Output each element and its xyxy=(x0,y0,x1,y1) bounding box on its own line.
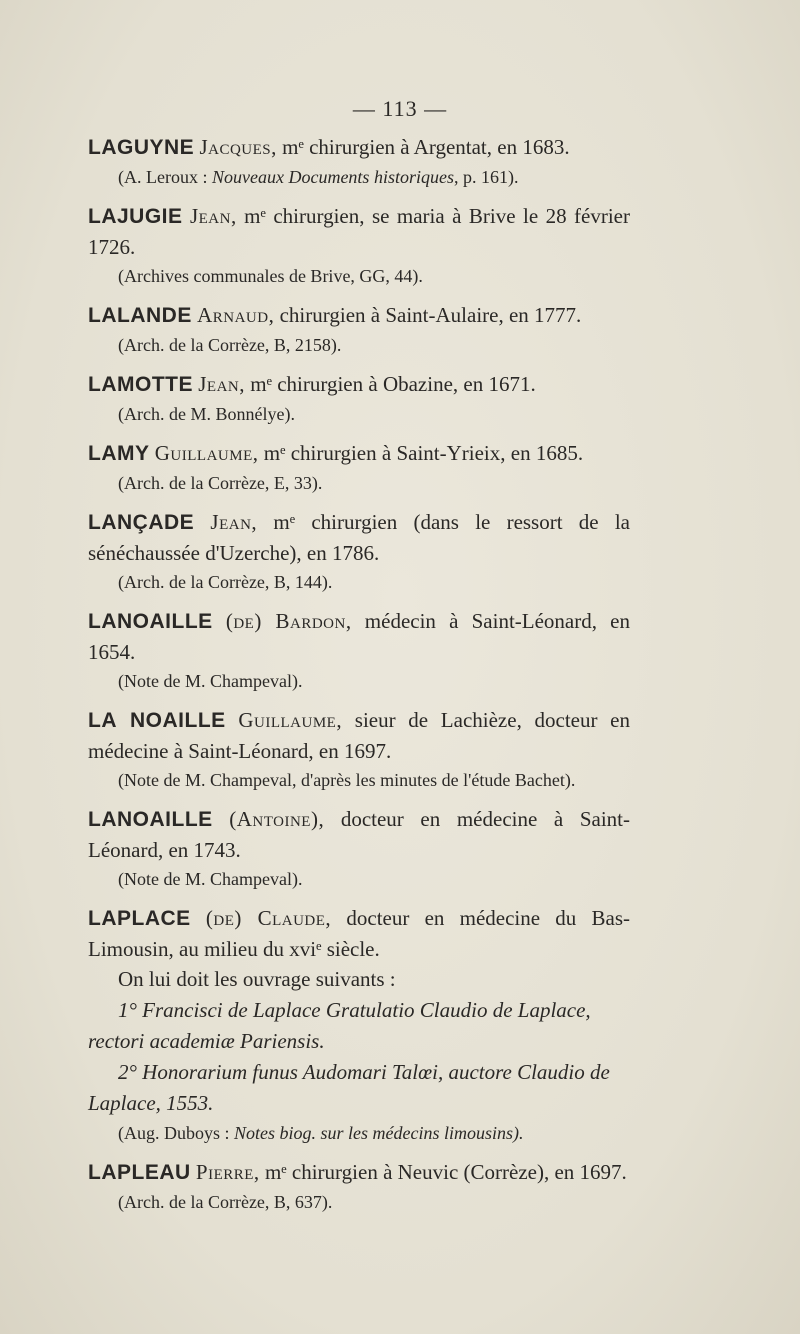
entry-text: docteur en médecine du Bas-Limousin, au milieu du xviᵉ siècle. xyxy=(88,906,630,961)
entry-first-name: Jacques, xyxy=(199,135,277,159)
entry-name: LANOAILLE xyxy=(88,808,213,831)
entry-lajugie xyxy=(88,201,630,290)
entry-lamy xyxy=(88,438,630,497)
entry-first-name: Arnaud, xyxy=(197,303,275,327)
entry-source: (Note de M. Champeval). xyxy=(118,869,303,889)
entries-body xyxy=(88,132,630,1226)
entry-name: LAPLACE xyxy=(88,907,191,930)
entry-text: médecin à Saint-Léonard, en 1654. xyxy=(88,609,630,664)
entry-name: LA NOAILLE xyxy=(88,709,226,732)
entry-la-noaille xyxy=(88,705,630,794)
entry-first-name: (de) Bardon, xyxy=(225,609,352,633)
entry-name: LAMOTTE xyxy=(88,373,193,396)
entry-source: (Arch. de M. Bonnélye). xyxy=(118,404,295,424)
entry-laguyne xyxy=(88,132,630,191)
page-number: — 113 — xyxy=(352,96,448,121)
entry-lanoaille-bardon xyxy=(88,606,630,695)
laplace-intro: On lui doit les ouvrage suivants : xyxy=(118,967,396,991)
entry-source: (Arch. de la Corrèze, B, 637). xyxy=(118,1192,333,1212)
entry-name: LAPLEAU xyxy=(88,1161,191,1184)
entry-first-name: Pierre, xyxy=(195,1160,260,1184)
entry-text: mᵉ chirurgien à Neuvic (Corrèze), en 1697. xyxy=(259,1160,627,1184)
entry-text: mᵉ chirurgien à Saint-Yrieix, en 1685. xyxy=(258,441,584,465)
entry-first-name: (Antoine), xyxy=(229,807,325,831)
entry-lanoaille-antoine xyxy=(88,804,630,893)
entry-text: sieur de Lachièze, docteur en médecine à Saint-Léonard, en 1697. xyxy=(88,708,631,763)
entry-lamotte xyxy=(88,369,630,428)
entry-first-name: Guillaume, xyxy=(154,441,259,465)
entry-name: LALANDE xyxy=(88,304,192,327)
entry-text: mᵉ chirurgien (dans le ressort de la sénéchaussée d'Uzerche), en 1786. xyxy=(88,510,630,565)
entry-name: LAGUYNE xyxy=(88,136,195,159)
entry-source: (Aug. Duboys : Notes biog. sur les médecins limousins). xyxy=(118,1123,524,1143)
entry-source: (Note de M. Champeval, d'après les minutes de l'étude Bachet). xyxy=(118,770,576,790)
entry-text: chirurgien à Saint-Aulaire, en 1777. xyxy=(274,303,582,327)
entry-lancade xyxy=(88,507,630,596)
entry-lapleau xyxy=(88,1157,630,1216)
entry-text: docteur en médecine à Saint-Léonard, en 1743. xyxy=(88,807,630,862)
entry-first-name: Jean, xyxy=(210,510,258,534)
laplace-work-1: 1° Francisci de Laplace Gratulatio Claudio de Laplace, rectori academiæ Pariensis. xyxy=(88,998,591,1053)
entry-first-name: Guillaume, xyxy=(238,708,343,732)
entry-source: (A. Leroux : Nouveaux Documents historiques, p. 161). xyxy=(118,167,519,187)
entry-source: (Arch. de la Corrèze, E, 33). xyxy=(118,473,323,493)
entry-name: LANÇADE xyxy=(88,511,195,534)
entry-laplace xyxy=(88,903,630,1147)
entry-source: (Note de M. Champeval). xyxy=(118,671,303,691)
entry-name: LAJUGIE xyxy=(88,205,183,228)
entry-source: (Arch. de la Corrèze, B, 2158). xyxy=(118,335,342,355)
entry-text: mᵉ chirurgien, se maria à Brive le 28 février 1726. xyxy=(88,204,630,259)
entry-source: (Arch. de la Corrèze, B, 144). xyxy=(118,572,333,592)
entry-first-name: Jean, xyxy=(198,372,245,396)
entry-first-name: Jean, xyxy=(189,204,237,228)
entry-text: mᵉ chirurgien à Obazine, en 1671. xyxy=(244,372,536,396)
laplace-work-2: 2° Honorarium funus Audomari Talœi, auctore Claudio de Laplace, 1553. xyxy=(88,1060,610,1115)
entry-source: (Archives communales de Brive, GG, 44). xyxy=(118,266,423,286)
entry-name: LANOAILLE xyxy=(88,610,213,633)
entry-first-name: (de) Claude, xyxy=(205,906,332,930)
entry-name: LAMY xyxy=(88,442,150,465)
entry-text: mᵉ chirurgien à Argentat, en 1683. xyxy=(276,135,570,159)
entry-lalande xyxy=(88,300,630,359)
